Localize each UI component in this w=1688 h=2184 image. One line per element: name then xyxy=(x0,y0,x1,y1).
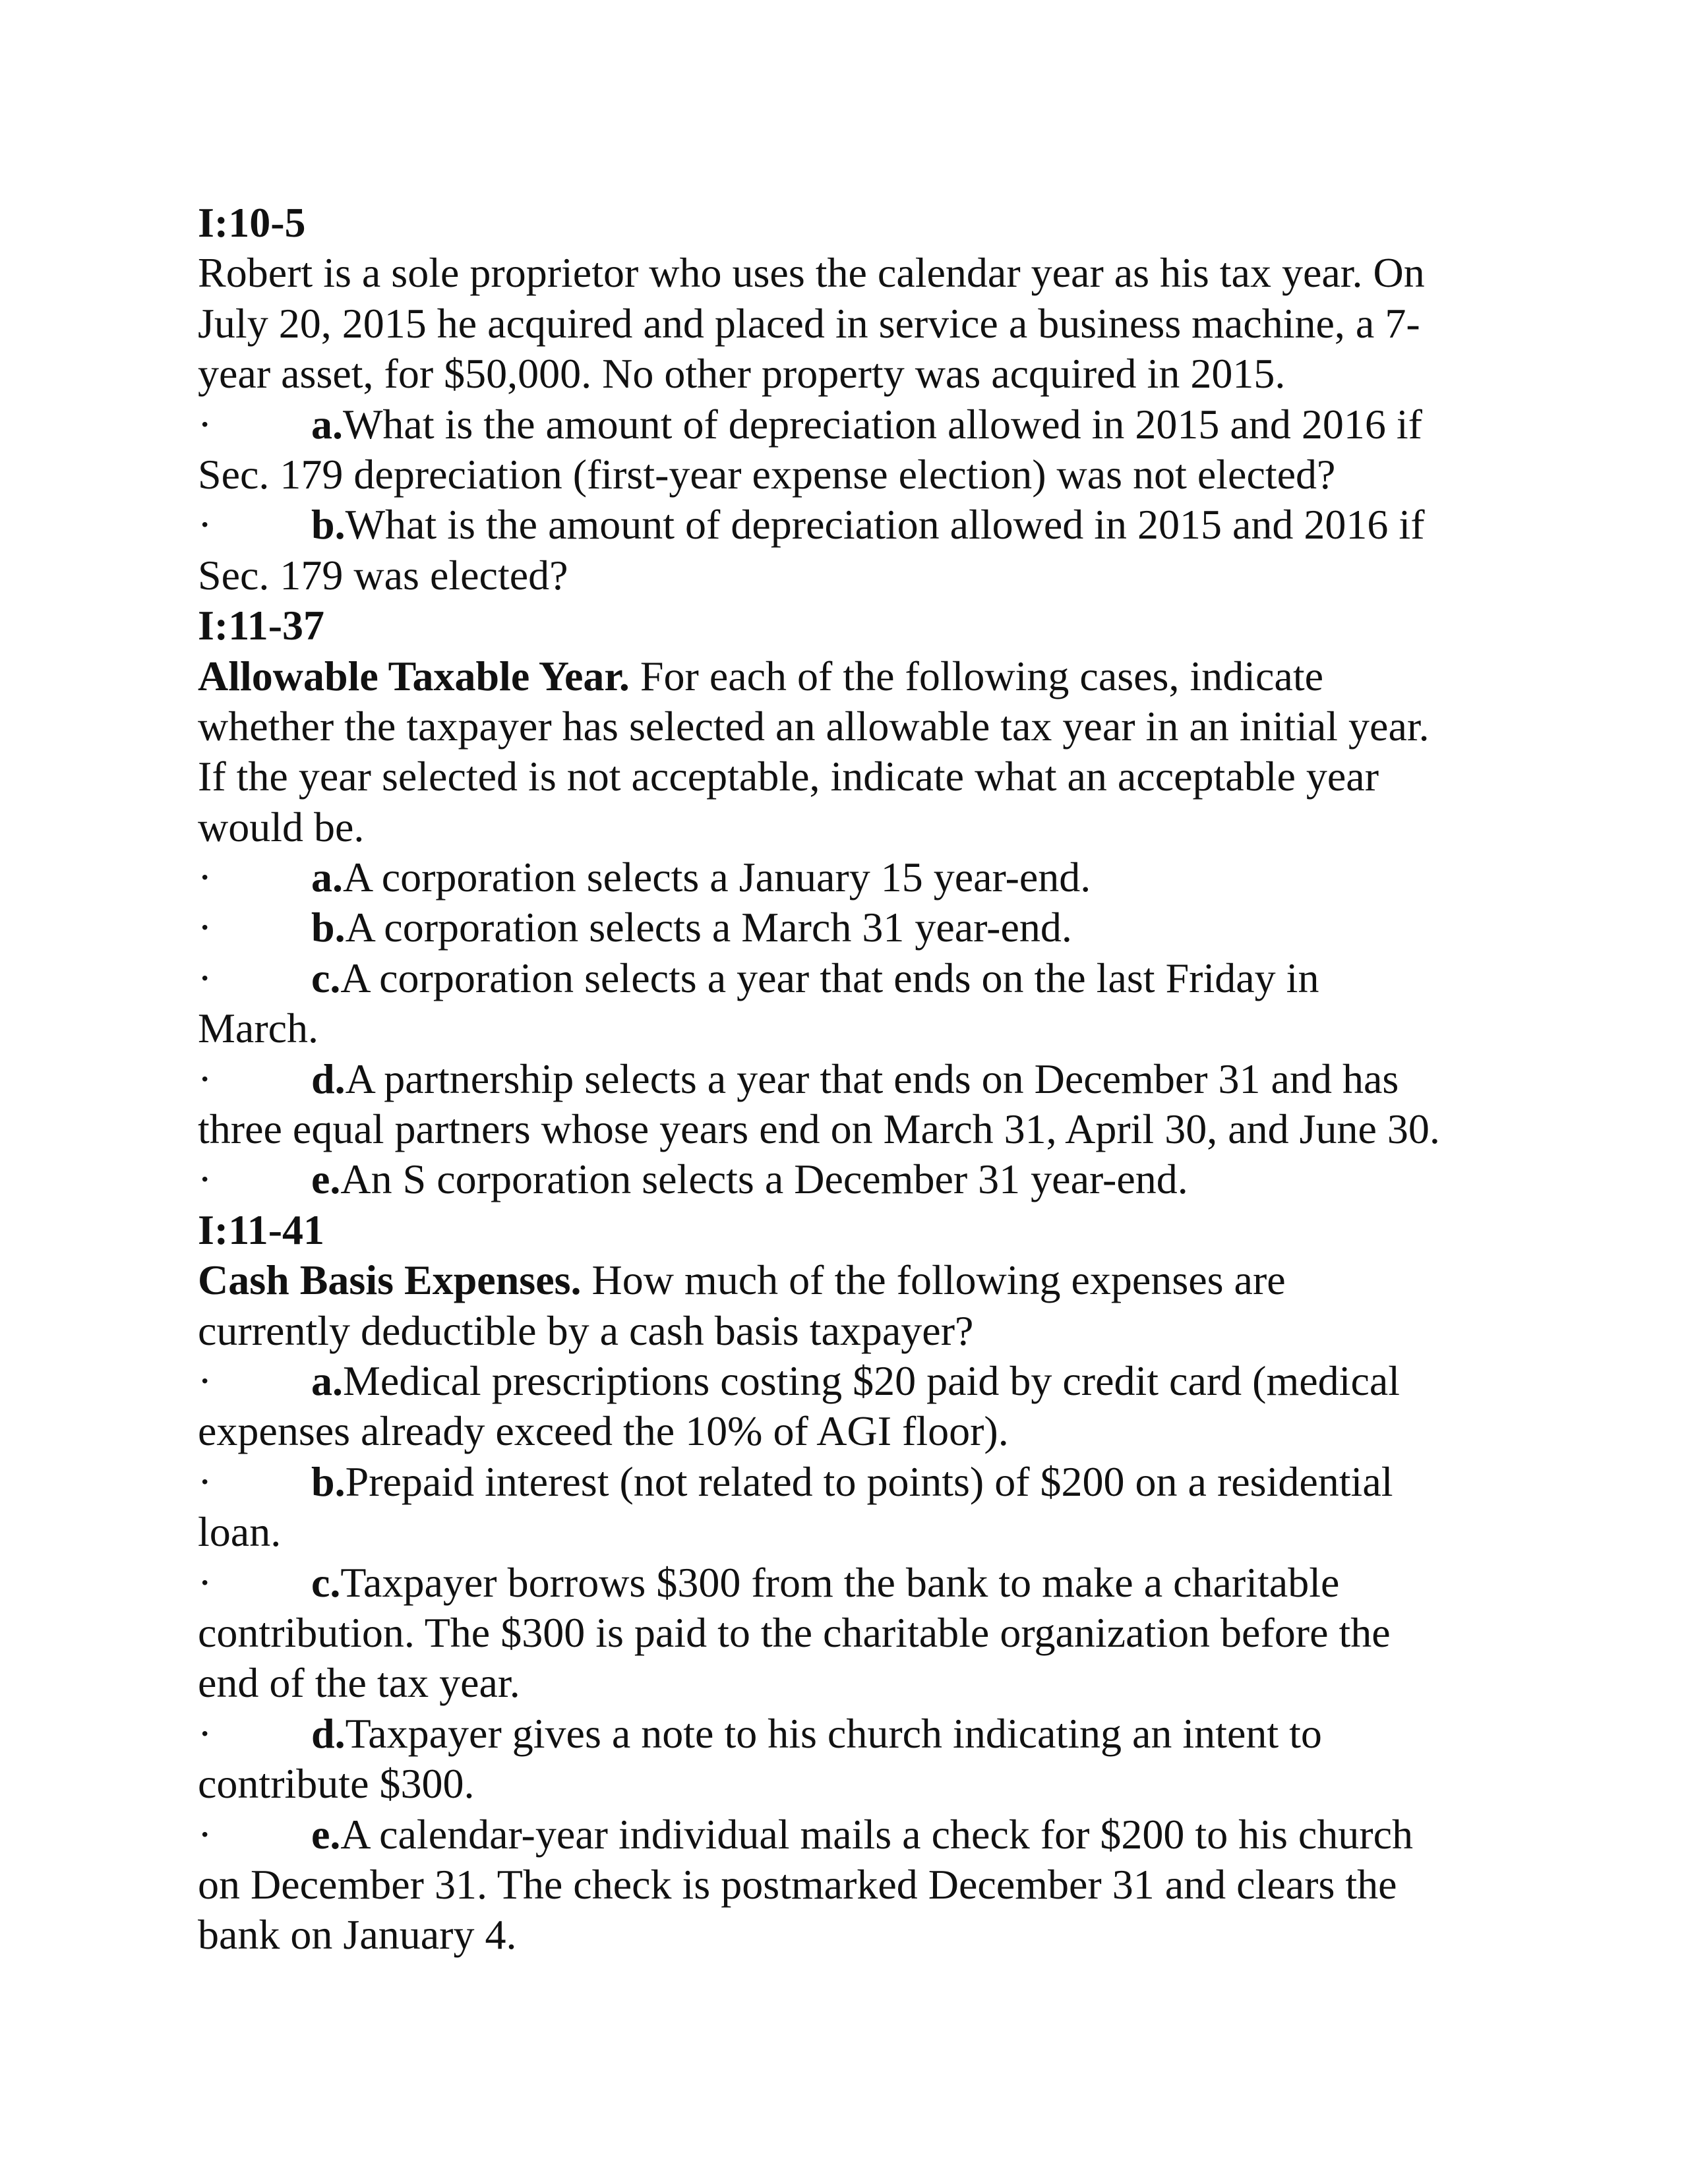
bullet: · xyxy=(198,1558,212,1606)
item-letter: a. xyxy=(311,854,343,901)
item-letter: b. xyxy=(311,1458,346,1505)
item-letter: a. xyxy=(311,1357,343,1404)
item-letter: c. xyxy=(311,1558,341,1606)
item-letter: c. xyxy=(311,954,341,1001)
item-text: A corporation selects a year that ends on the last Friday in xyxy=(340,954,1319,1001)
problem-intro-line: currently deductible by a cash basis taxpayer? xyxy=(198,1307,974,1354)
item-text: A corporation selects a January 15 year-end. xyxy=(343,854,1091,901)
problem-title: Allowable Taxable Year. xyxy=(198,652,630,699)
problem-intro-line xyxy=(198,651,1530,701)
list-item xyxy=(198,1810,1530,1860)
list-item xyxy=(198,1457,1530,1507)
item-text-continued: loan. xyxy=(198,1508,282,1556)
bullet: · xyxy=(198,904,212,951)
problem-intro-line: If the year selected is not acceptable, indicate what an acceptable year xyxy=(198,753,1379,800)
bullet: · xyxy=(198,1055,212,1102)
item-text-continued: Sec. 179 depreciation (first-year expense election) was not elected? xyxy=(198,450,1336,498)
bullet: · xyxy=(198,854,212,901)
item-text-continued: March. xyxy=(198,1005,319,1052)
document-page xyxy=(198,198,1530,1961)
bullet: · xyxy=(198,501,212,548)
problem-intro-text: How much of the following expenses are xyxy=(581,1256,1286,1304)
item-text: What is the amount of depreciation allowed in 2015 and 2016 if xyxy=(345,501,1425,548)
list-item xyxy=(198,1154,1530,1204)
item-text: A corporation selects a March 31 year-end. xyxy=(345,904,1072,951)
problem-title: Cash Basis Expenses. xyxy=(198,1256,582,1304)
bullet: · xyxy=(198,1357,212,1404)
problem-intro-line: July 20, 2015 he acquired and placed in service a business machine, a 7- xyxy=(198,299,1420,347)
problem-id: I:11-37 xyxy=(198,602,324,649)
list-item xyxy=(198,852,1530,902)
item-text-continued: expenses already exceed the 10% of AGI floor). xyxy=(198,1407,1009,1455)
list-item xyxy=(198,1558,1530,1608)
item-text-continued: on December 31. The check is postmarked December 31 and clears the xyxy=(198,1860,1397,1908)
item-letter: a. xyxy=(311,400,343,448)
item-text: A partnership selects a year that ends on December 31 and has xyxy=(345,1055,1399,1102)
item-text-continued: contribution. The $300 is paid to the charitable organization before the xyxy=(198,1608,1391,1656)
item-text-continued: contribute $300. xyxy=(198,1760,475,1808)
problem-intro-line: whether the taxpayer has selected an allowable tax year in an initial year. xyxy=(198,702,1430,750)
item-text: Taxpayer gives a note to his church indicating an intent to xyxy=(345,1709,1322,1757)
bullet: · xyxy=(198,1709,212,1757)
bullet: · xyxy=(198,400,212,448)
item-text: A calendar-year individual mails a check for $200 to his church xyxy=(340,1810,1413,1858)
problem-id: I:11-41 xyxy=(198,1206,324,1253)
problem-intro-line: would be. xyxy=(198,803,365,850)
list-item xyxy=(198,902,1530,953)
problem-intro-line: Robert is a sole proprietor who uses the calendar year as his tax year. On xyxy=(198,249,1425,297)
problem-intro-line xyxy=(198,1255,1530,1305)
item-text: What is the amount of depreciation allowed in 2015 and 2016 if xyxy=(343,400,1422,448)
item-text-continued: Sec. 179 was elected? xyxy=(198,551,568,599)
problem-intro-line: year asset, for $50,000. No other property was acquired in 2015. xyxy=(198,350,1286,398)
item-letter: b. xyxy=(311,904,346,951)
list-item xyxy=(198,399,1530,450)
list-item xyxy=(198,500,1530,550)
item-letter: e. xyxy=(311,1156,341,1203)
bullet: · xyxy=(198,1156,212,1203)
bullet: · xyxy=(198,1810,212,1858)
item-letter: e. xyxy=(311,1810,341,1858)
list-item xyxy=(198,1709,1530,1759)
item-letter: b. xyxy=(311,501,346,548)
item-letter: d. xyxy=(311,1055,346,1102)
item-text: Prepaid interest (not related to points) of $200 on a residential xyxy=(345,1458,1393,1505)
list-item xyxy=(198,953,1530,1003)
problem-intro-text: For each of the following cases, indicate xyxy=(629,652,1323,699)
item-text: Medical prescriptions costing $20 paid by credit card (medical xyxy=(343,1357,1401,1404)
item-text: Taxpayer borrows $300 from the bank to make a charitable xyxy=(340,1558,1340,1606)
item-text-continued: bank on January 4. xyxy=(198,1911,517,1959)
problem-id: I:10-5 xyxy=(198,199,306,246)
item-text-continued: three equal partners whose years end on March 31, April 30, and June 30. xyxy=(198,1106,1440,1153)
bullet: · xyxy=(198,1458,212,1505)
item-text: An S corporation selects a December 31 year-end. xyxy=(340,1156,1188,1203)
list-item xyxy=(198,1054,1530,1104)
bullet: · xyxy=(198,954,212,1001)
item-letter: d. xyxy=(311,1709,346,1757)
list-item xyxy=(198,1356,1530,1406)
item-text-continued: end of the tax year. xyxy=(198,1659,520,1707)
